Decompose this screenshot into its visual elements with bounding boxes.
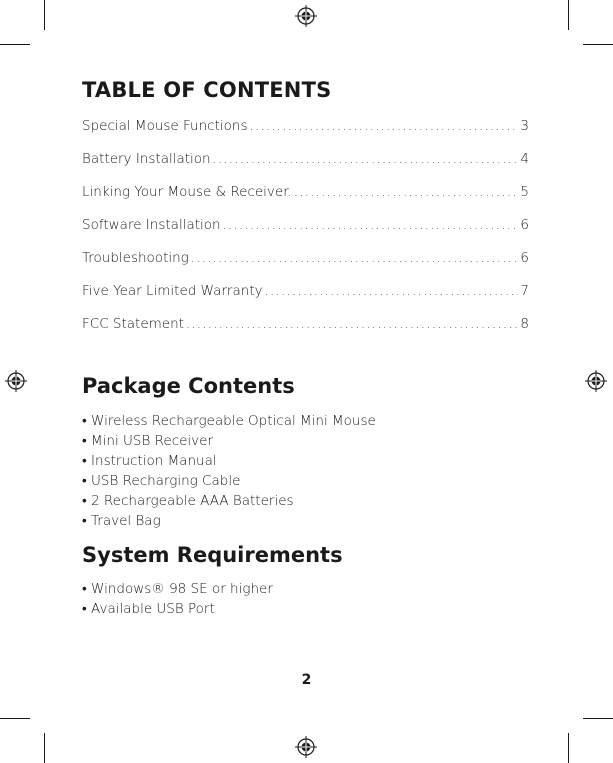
system-requirements-list bbox=[82, 579, 273, 619]
toc-entry-page: 8 bbox=[520, 316, 529, 332]
package-contents-list bbox=[82, 411, 376, 531]
crop-mark-top-left-horizontal bbox=[0, 44, 30, 45]
system-requirements-heading: System Requirements bbox=[82, 543, 343, 567]
toc-title: TABLE OF CONTENTS bbox=[82, 78, 332, 102]
toc-leader-dots bbox=[249, 119, 518, 134]
list-item: • Mini USB Receiver bbox=[82, 431, 376, 451]
toc-leader-dots bbox=[213, 152, 519, 167]
registration-mark-top-icon bbox=[295, 5, 317, 27]
toc-entry-page: 7 bbox=[520, 283, 529, 299]
toc-entry-label: Five Year Limited Warranty bbox=[82, 283, 263, 299]
toc-entry-label: Linking Your Mouse & Receiver. bbox=[82, 184, 292, 200]
toc-entry[interactable] bbox=[82, 184, 529, 217]
crop-mark-bottom-left-vertical bbox=[44, 733, 45, 763]
toc-entry-label: Battery Installation bbox=[82, 151, 211, 167]
registration-mark-bottom-icon bbox=[295, 736, 317, 758]
toc-leader-dots bbox=[294, 185, 519, 200]
toc-entry-page: 4 bbox=[520, 151, 529, 167]
toc-entry-page: 3 bbox=[520, 118, 529, 134]
toc-entry[interactable] bbox=[82, 283, 529, 316]
crop-mark-top-right-horizontal bbox=[583, 44, 613, 45]
toc-entry[interactable] bbox=[82, 118, 529, 151]
toc-entry[interactable] bbox=[82, 151, 529, 184]
toc-entry-label: FCC Statement bbox=[82, 316, 184, 332]
list-item: • Travel Bag bbox=[82, 511, 376, 531]
list-item: • 2 Rechargeable AAA Batteries bbox=[82, 491, 376, 511]
list-item: • Wireless Rechargeable Optical Mini Mouse bbox=[82, 411, 376, 431]
toc-entry-label: Troubleshooting bbox=[82, 250, 189, 266]
crop-mark-top-right-vertical bbox=[568, 0, 569, 30]
toc-entry-label: Software Installation bbox=[82, 217, 221, 233]
list-item: • USB Recharging Cable bbox=[82, 471, 376, 491]
toc-entry[interactable] bbox=[82, 316, 529, 349]
crop-mark-top-left-vertical bbox=[44, 0, 45, 30]
toc-entry-page: 5 bbox=[520, 184, 529, 200]
toc-entry-page: 6 bbox=[520, 250, 529, 266]
toc-entry-label: Special Mouse Functions bbox=[82, 118, 248, 134]
toc-entry-page: 6 bbox=[520, 217, 529, 233]
registration-mark-right-icon bbox=[585, 370, 607, 392]
crop-mark-bottom-left-horizontal bbox=[0, 718, 30, 719]
toc-leader-dots bbox=[265, 284, 519, 299]
registration-mark-left-icon bbox=[5, 370, 27, 392]
package-contents-heading: Package Contents bbox=[82, 374, 295, 398]
toc-leader-dots bbox=[223, 218, 519, 233]
toc-entry[interactable] bbox=[82, 217, 529, 250]
list-item: • Windows® 98 SE or higher bbox=[82, 579, 273, 599]
toc-entry[interactable] bbox=[82, 250, 529, 283]
toc-leader-dots bbox=[186, 317, 518, 332]
crop-mark-bottom-right-vertical bbox=[568, 733, 569, 763]
toc-list bbox=[82, 118, 529, 349]
crop-mark-bottom-right-horizontal bbox=[583, 718, 613, 719]
list-item: • Available USB Port bbox=[82, 599, 273, 619]
list-item: • Instruction Manual bbox=[82, 451, 376, 471]
page-number: 2 bbox=[301, 672, 312, 688]
toc-leader-dots bbox=[191, 251, 519, 266]
